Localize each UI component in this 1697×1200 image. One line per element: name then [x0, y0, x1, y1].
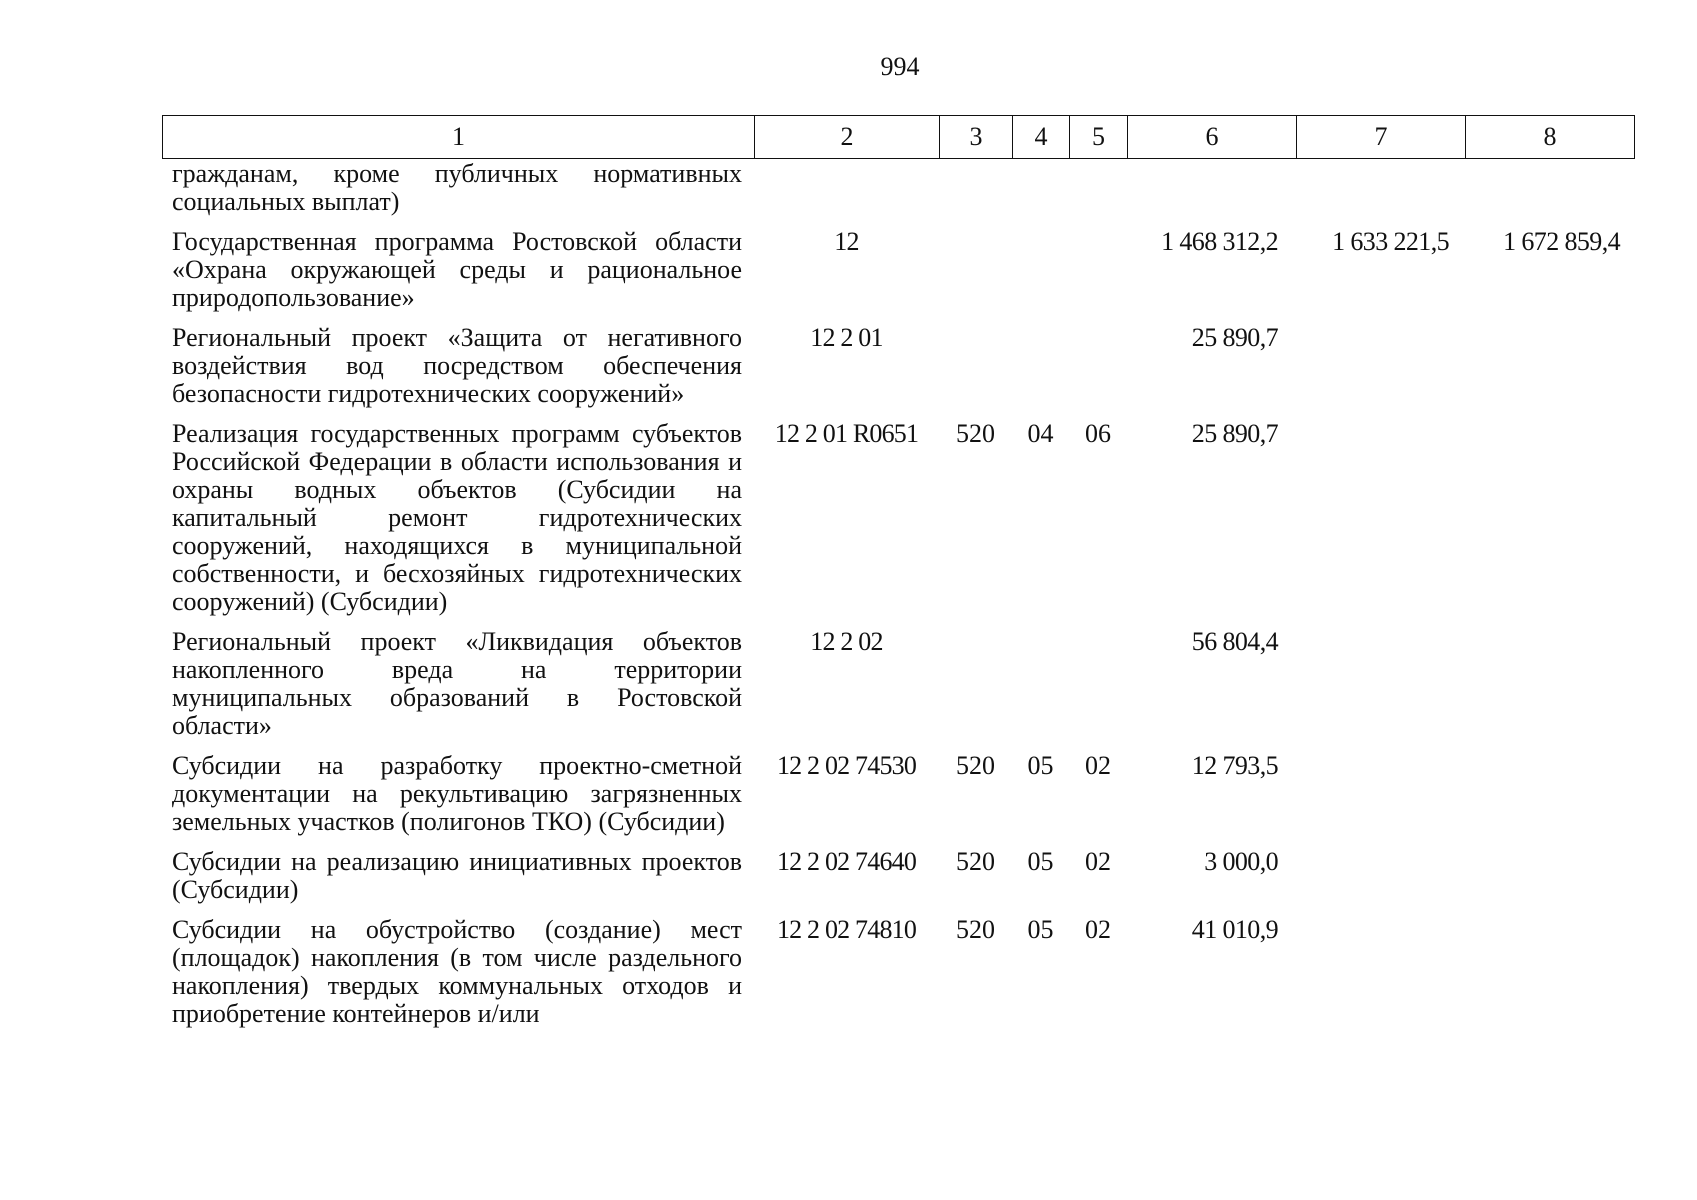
column-header-4: 4 — [1013, 116, 1070, 159]
row-expense-type: 520 — [956, 751, 995, 780]
table-row — [162, 628, 1646, 740]
row-expense-type: 520 — [956, 419, 995, 448]
row-name: Государственная программа Ростовской области «Охрана окружающей среды и рациональное природопользование» — [172, 227, 742, 312]
row-code: 12 2 02 74640 — [776, 847, 917, 876]
row-amount-col6: 41 010,9 — [1191, 915, 1278, 944]
row-amount-col6: 12 793,5 — [1191, 751, 1278, 780]
row-amount-col8: 1 672 859,4 — [1503, 227, 1620, 256]
row-section: 05 — [1027, 915, 1054, 944]
table-row — [162, 160, 1646, 216]
row-name: Региональный проект «Защита от негативного воздействия вод посредством обеспечения безопасности гидротехнических сооружений» — [172, 323, 742, 408]
table-header — [162, 115, 1635, 159]
column-header-1: 1 — [163, 116, 755, 159]
row-subsection: 02 — [1085, 847, 1111, 876]
table-row — [162, 420, 1646, 616]
page-number: 994 — [880, 52, 920, 81]
column-header-3: 3 — [940, 116, 1013, 159]
row-name: Субсидии на разработку проектно-сметной документации на рекультивацию загрязненных земельных участков (полигонов ТКО) (Субсидии) — [172, 751, 742, 836]
row-name: гражданам, кроме публичных нормативных социальных выплат) — [172, 159, 742, 216]
row-amount-col6: 1 468 312,2 — [1161, 227, 1278, 256]
row-name: Субсидии на обустройство (создание) мест (площадок) накопления (в том числе раздельного накопления) твердых коммунальных отходов и приобретение контейнеров и/или — [172, 915, 742, 1028]
row-subsection: 02 — [1085, 915, 1111, 944]
row-code: 12 — [834, 227, 859, 256]
column-header-2: 2 — [755, 116, 940, 159]
row-code: 12 2 01 — [810, 323, 883, 352]
row-amount-col6: 25 890,7 — [1191, 419, 1278, 448]
row-code: 12 2 02 74530 — [776, 751, 917, 780]
row-amount-col7: 1 633 221,5 — [1332, 227, 1449, 256]
row-subsection: 02 — [1085, 751, 1111, 780]
table-body — [162, 160, 1646, 1040]
row-amount-col6: 3 000,0 — [1204, 847, 1278, 876]
table-row — [162, 228, 1646, 312]
table-row — [162, 916, 1646, 1028]
table-row — [162, 324, 1646, 408]
row-subsection: 06 — [1085, 419, 1111, 448]
column-header-5: 5 — [1070, 116, 1128, 159]
row-code: 12 2 01 R0651 — [774, 419, 919, 448]
row-code: 12 2 02 74810 — [776, 915, 917, 944]
row-section: 04 — [1027, 419, 1054, 448]
row-section: 05 — [1027, 847, 1054, 876]
row-section: 05 — [1027, 751, 1054, 780]
row-name: Реализация государственных программ субъектов Российской Федерации в области использования и охраны водных объектов (Субсидии на капитальный ремонт гидротехнических сооружений, находящихся в муниципальной собственности, и бесхозяйных гидротехнических сооружений) (Субсидии) — [172, 419, 742, 616]
row-amount-col6: 56 804,4 — [1191, 627, 1278, 656]
row-name: Региональный проект «Ликвидация объектов накопленного вреда на территории муниципальных образований в Ростовской области» — [172, 627, 742, 740]
column-header-6: 6 — [1128, 116, 1297, 159]
column-header-8: 8 — [1466, 116, 1635, 159]
table-row — [162, 848, 1646, 904]
table-row — [162, 752, 1646, 836]
row-expense-type: 520 — [956, 915, 995, 944]
row-expense-type: 520 — [956, 847, 995, 876]
column-header-7: 7 — [1297, 116, 1466, 159]
row-code: 12 2 02 — [810, 627, 883, 656]
row-amount-col6: 25 890,7 — [1191, 323, 1278, 352]
row-name: Субсидии на реализацию инициативных проектов (Субсидии) — [172, 847, 742, 904]
